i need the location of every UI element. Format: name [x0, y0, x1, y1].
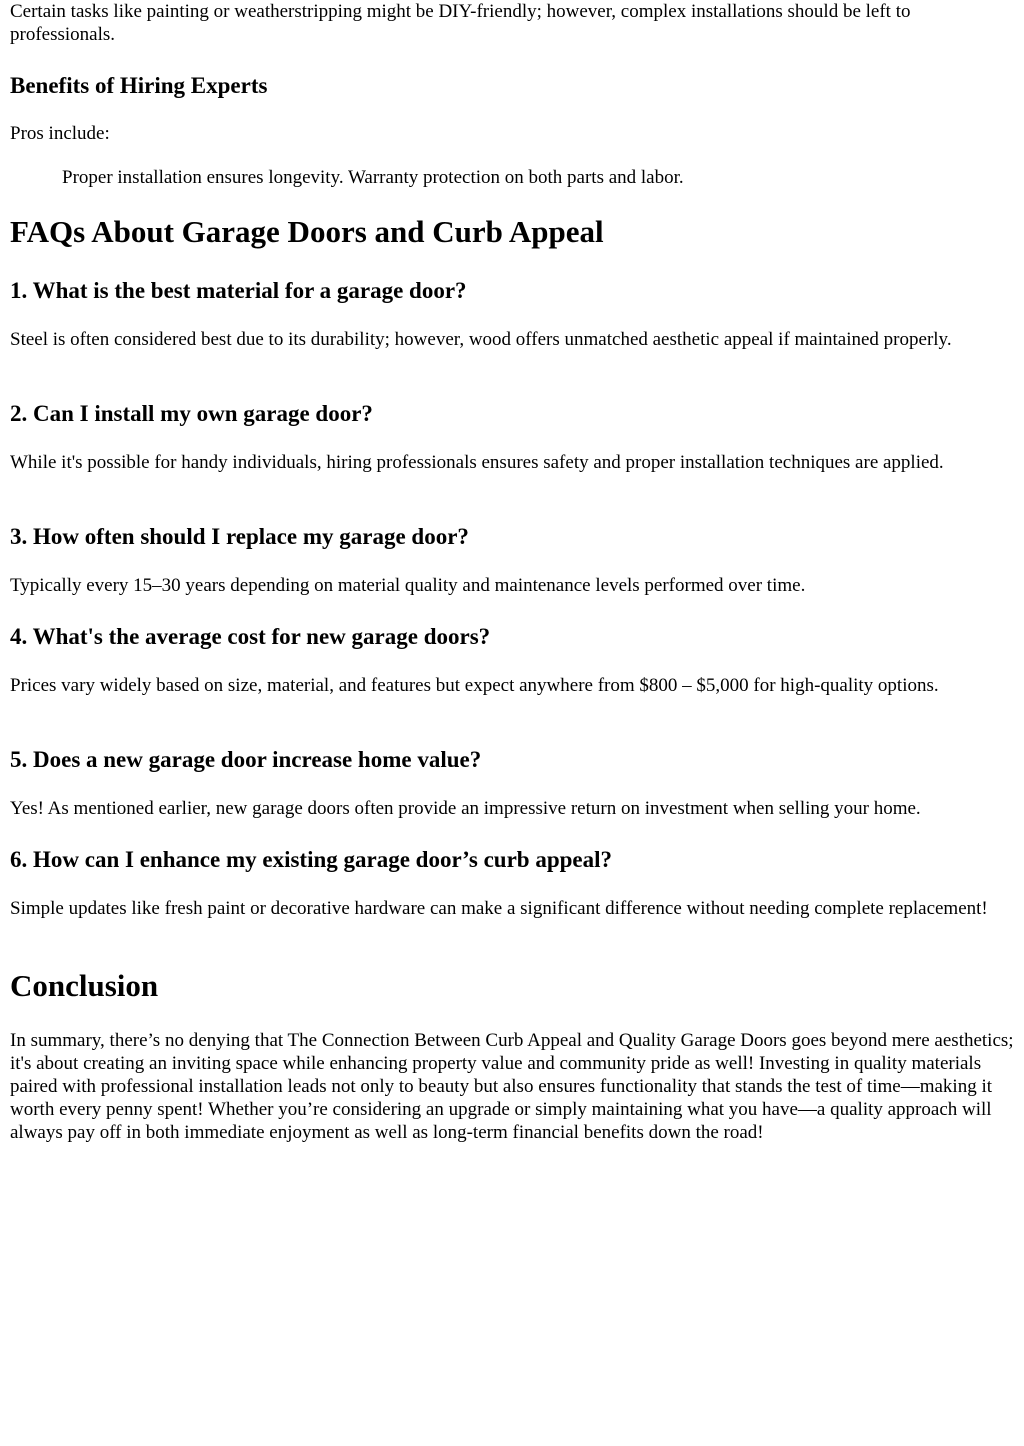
faq-question-4: 4. What's the average cost for new garage doors? [10, 624, 491, 649]
faqs-heading: FAQs About Garage Doors and Curb Appeal [10, 214, 604, 249]
faq-answer-5: Yes! As mentioned earlier, new garage doors often provide an impressive return on investment when selling your home. [10, 798, 921, 819]
pros-text: Proper installation ensures longevity. Warranty protection on both parts and labor. [62, 167, 684, 188]
faq-answer-2: While it's possible for handy individuals, hiring professionals ensures safety and proper installation techniques are applied. [10, 452, 944, 473]
conclusion-paragraph: In summary, there’s no denying that The Connection Between Curb Appeal and Quality Garage Doors goes beyond mere aesthetics; it's about creating an inviting space while enhancing property value and community pride as well! Investing in quality materials paired with professional installation leads not only to beauty but also ensures functionality that stands the test of time—making it worth every penny spent! Whether you’re considering an upgrade or simply maintaining what you have—a quality approach will always pay off in both immediate enjoyment as well as long-term financial benefits down the road! [10, 1030, 1014, 1143]
faq-question-5: 5. Does a new garage door increase home value? [10, 747, 482, 772]
faq-answer-4: Prices vary widely based on size, material, and features but expect anywhere from $800 – $5,000 for high-quality options. [10, 675, 939, 696]
faq-answer-6: Simple updates like fresh paint or decorative hardware can make a significant difference without needing complete replacement! [10, 898, 988, 919]
faq-question-3: 3. How often should I replace my garage door? [10, 524, 469, 549]
faq-question-1: 1. What is the best material for a garage door? [10, 278, 467, 303]
intro-paragraph: Certain tasks like painting or weatherstripping might be DIY-friendly; however, complex installations should be left to professionals. [10, 1, 911, 45]
faq-question-6: 6. How can I enhance my existing garage door’s curb appeal? [10, 847, 613, 872]
faq-question-2: 2. Can I install my own garage door? [10, 401, 373, 426]
faq-answer-3: Typically every 15–30 years depending on material quality and maintenance levels performed over time. [10, 575, 806, 596]
faq-answer-1: Steel is often considered best due to its durability; however, wood offers unmatched aesthetic appeal if maintained properly. [10, 329, 952, 350]
pros-label: Pros include: [10, 123, 110, 144]
conclusion-heading: Conclusion [10, 968, 159, 1003]
benefits-heading: Benefits of Hiring Experts [10, 73, 268, 98]
